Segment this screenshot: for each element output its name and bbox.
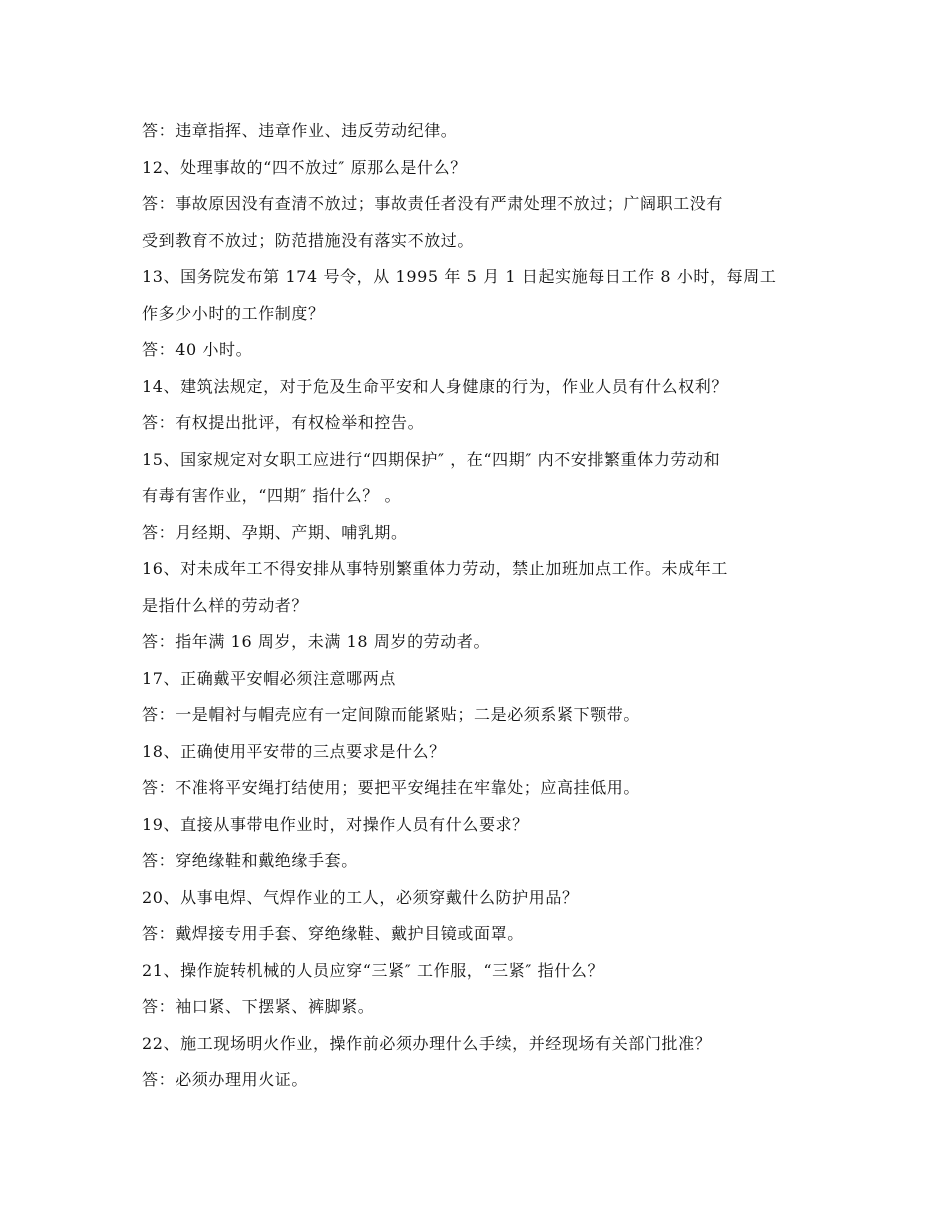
answer-13: 答：40 小时。 — [142, 340, 253, 359]
question-14: 14、建筑法规定，对于危及生命平安和人身健康的行为，作业人员有什么权利？ — [142, 376, 728, 396]
question-22: 22、施工现场明火作业，操作前必须办理什么手续，并经现场有关部门批准？ — [142, 1033, 712, 1053]
answer-12-line-2: 受到教育不放过；防范措施没有落实不放过。 — [142, 230, 475, 250]
qa-text-body — [142, 113, 802, 1099]
answer-20: 答：戴焊接专用手套、穿绝缘鞋、戴护目镜或面罩。 — [142, 924, 524, 943]
question-16-line-1: 16、对未成年工不得安排从事特别繁重体力劳动，禁止加班加点工作。未成年工 — [142, 559, 728, 578]
question-13-line-2: 作多少小时的工作制度？ — [142, 303, 325, 323]
answer-16: 答：指年满 16 周岁，未满 18 周岁的劳动者。 — [142, 632, 491, 651]
answer-21: 答：袖口紧、下摆紧、裤脚紧。 — [142, 997, 375, 1016]
question-13-line-1: 13、国务院发布第 174 号令，从 1995 年 5 月 1 日起实施每日工作 8 小时，每周工 — [142, 267, 777, 286]
answer-15: 答：月经期、孕期、产期、哺乳期。 — [142, 522, 408, 542]
answer-line: 答：违章指挥、违章作业、违反劳动纪律。 — [142, 121, 458, 140]
question-19: 19、直接从事带电作业时，对操作人员有什么要求？ — [142, 814, 529, 834]
question-20: 20、从事电焊、气焊作业的工人，必须穿戴什么防护用品？ — [142, 887, 579, 907]
answer-19: 答：穿绝缘鞋和戴绝缘手套。 — [142, 851, 358, 870]
answer-14: 答：有权提出批评，有权检举和控告。 — [142, 413, 425, 432]
question-15-line-2: 有毒有害作业，“四期″ 指什么？ 。 — [142, 486, 402, 505]
question-18: 18、正确使用平安带的三点要求是什么？ — [142, 741, 446, 761]
answer-18: 答：不准将平安绳打结使用；要把平安绳挂在牢靠处；应高挂低用。 — [142, 778, 641, 797]
answer-22: 答：必须办理用火证。 — [142, 1070, 309, 1089]
question-15-line-1: 15、国家规定对女职工应进行“四期保护″ ，在“四期″ 内不安排繁重体力劳动和 — [142, 449, 721, 469]
answer-17: 答：一是帽衬与帽壳应有一定间隙而能紧贴；二是必须系紧下颚带。 — [142, 705, 641, 724]
question-21: 21、操作旋转机械的人员应穿“三紧″ 工作服，“三紧″ 指什么？ — [142, 960, 605, 980]
question-12: 12、处理事故的“四不放过″ 原那么是什么？ — [142, 157, 467, 177]
question-16-line-2: 是指什么样的劳动者？ — [142, 595, 309, 615]
question-17: 17、正确戴平安帽必须注意哪两点 — [142, 668, 396, 688]
answer-12-line-1: 答：事故原因没有查清不放过；事故责任者没有严肃处理不放过；广阔职工没有 — [142, 194, 724, 213]
